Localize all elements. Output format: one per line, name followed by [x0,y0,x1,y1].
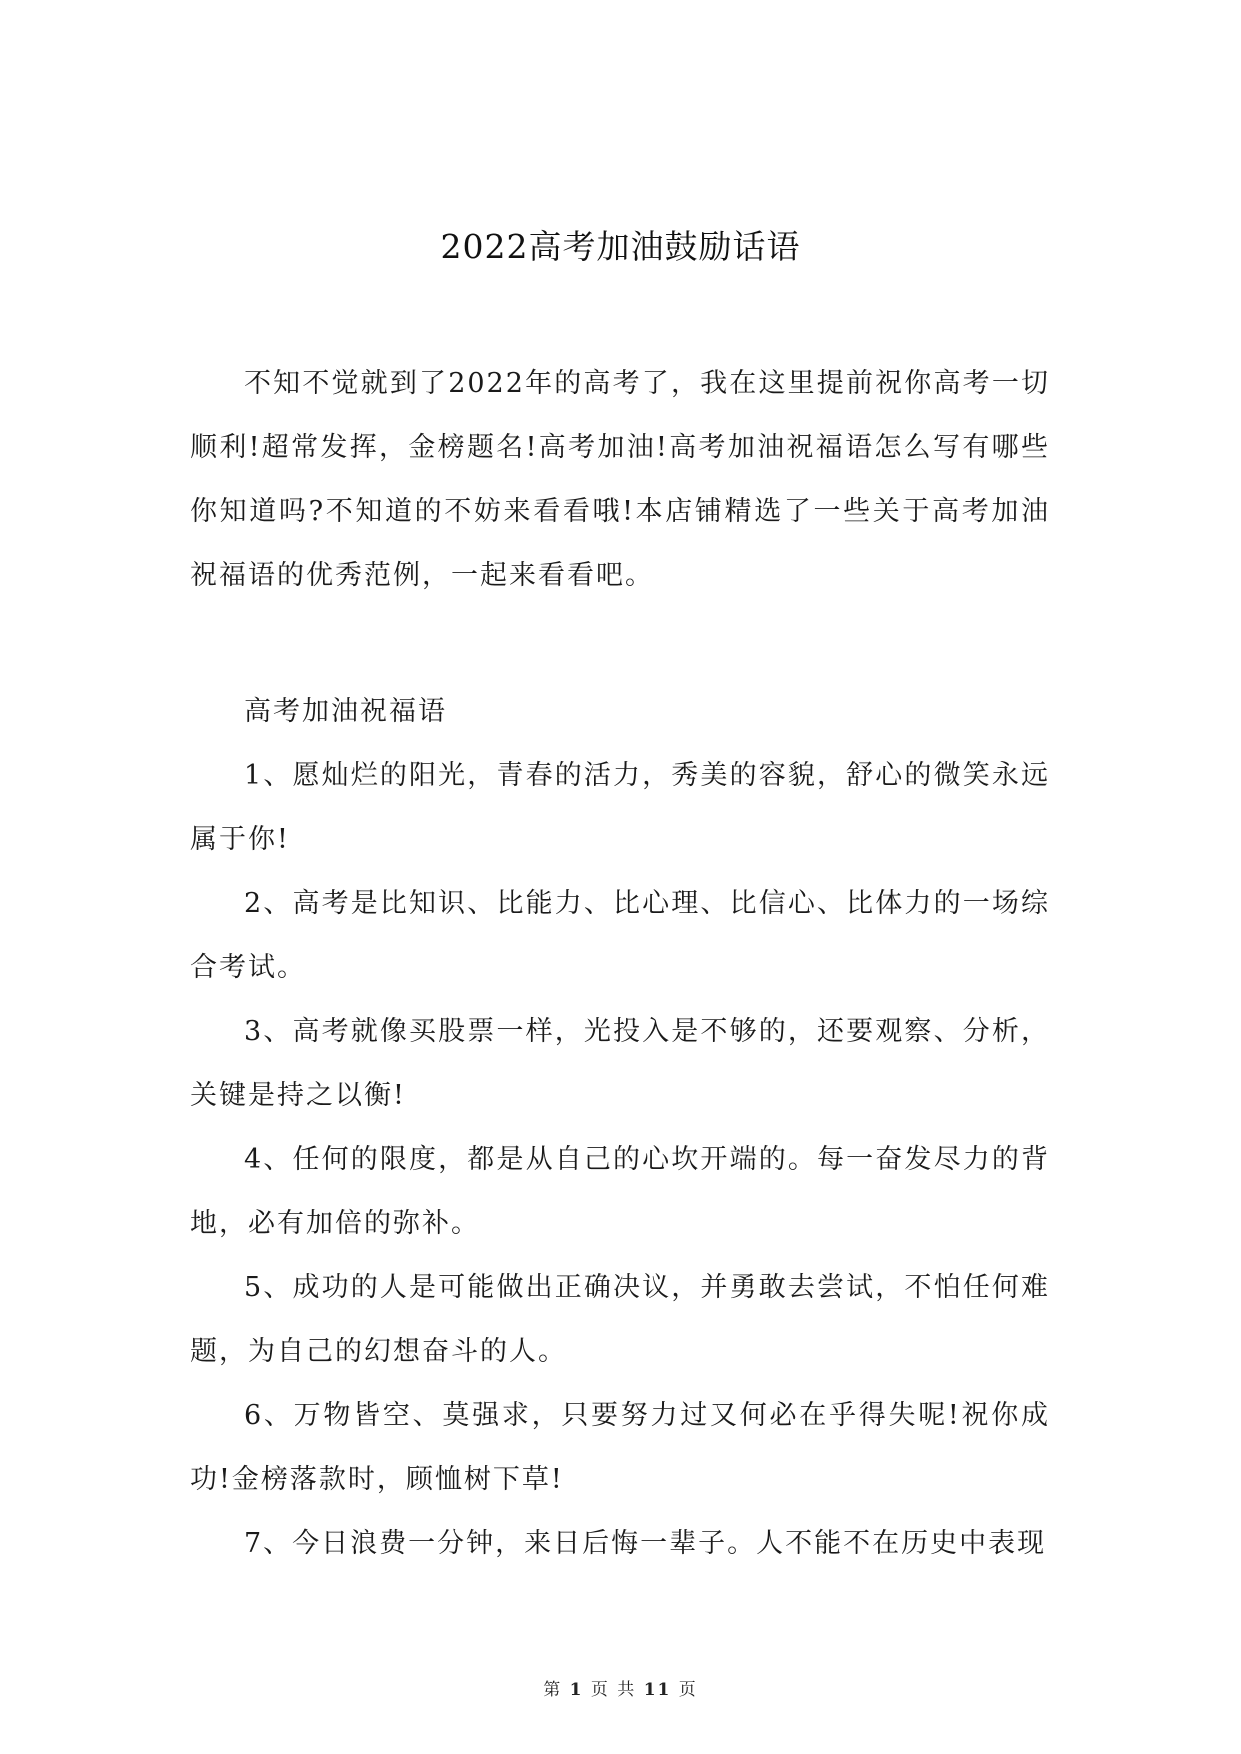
page-footer [0,1678,1241,1702]
total-pages-number: 11 [643,1680,672,1700]
list-item: 7、今日浪费一分钟，来日后悔一辈子。人不能不在历史中表现 [244,1528,1047,1559]
list-item: 3、高考就像买股票一样，光投入是不够的，还要观察、分析，关键是持之以衡! [190,1016,1050,1111]
list-item: 2、高考是比知识、比能力、比心理、比信心、比体力的一场综合考试。 [190,888,1050,983]
current-page-number: 1 [569,1680,584,1700]
list-item: 1、愿灿烂的阳光，青春的活力，秀美的容貌，舒心的微笑永远属于你! [190,760,1050,855]
section-heading: 高考加油祝福语 [244,696,447,727]
footer-suffix: 页 [678,1680,698,1700]
list-item: 6、万物皆空、莫强求，只要努力过又何必在乎得失呢!祝你成功!金榜落款时，顾恤树下草! [190,1400,1050,1495]
list-item: 5、成功的人是可能做出正确决议，并勇敢去尝试，不怕任何难题，为自己的幻想奋斗的人。 [190,1272,1050,1367]
footer-prefix: 第 [543,1680,563,1700]
intro-paragraph: 不知不觉就到了2022年的高考了，我在这里提前祝你高考一切顺利!超常发挥，金榜题名!高考加油!高考加油祝福语怎么写有哪些你知道吗?不知道的不妨来看看哦!本店铺精选了一些关于高考加油祝福语的优秀范例，一起来看看吧。 [190,368,1050,591]
footer-middle: 页 共 [590,1680,637,1700]
list-item: 4、任何的限度，都是从自己的心坎开端的。每一奋发尽力的背地，必有加倍的弥补。 [190,1144,1050,1239]
document-title: 2022高考加油鼓励话语 [440,227,801,266]
